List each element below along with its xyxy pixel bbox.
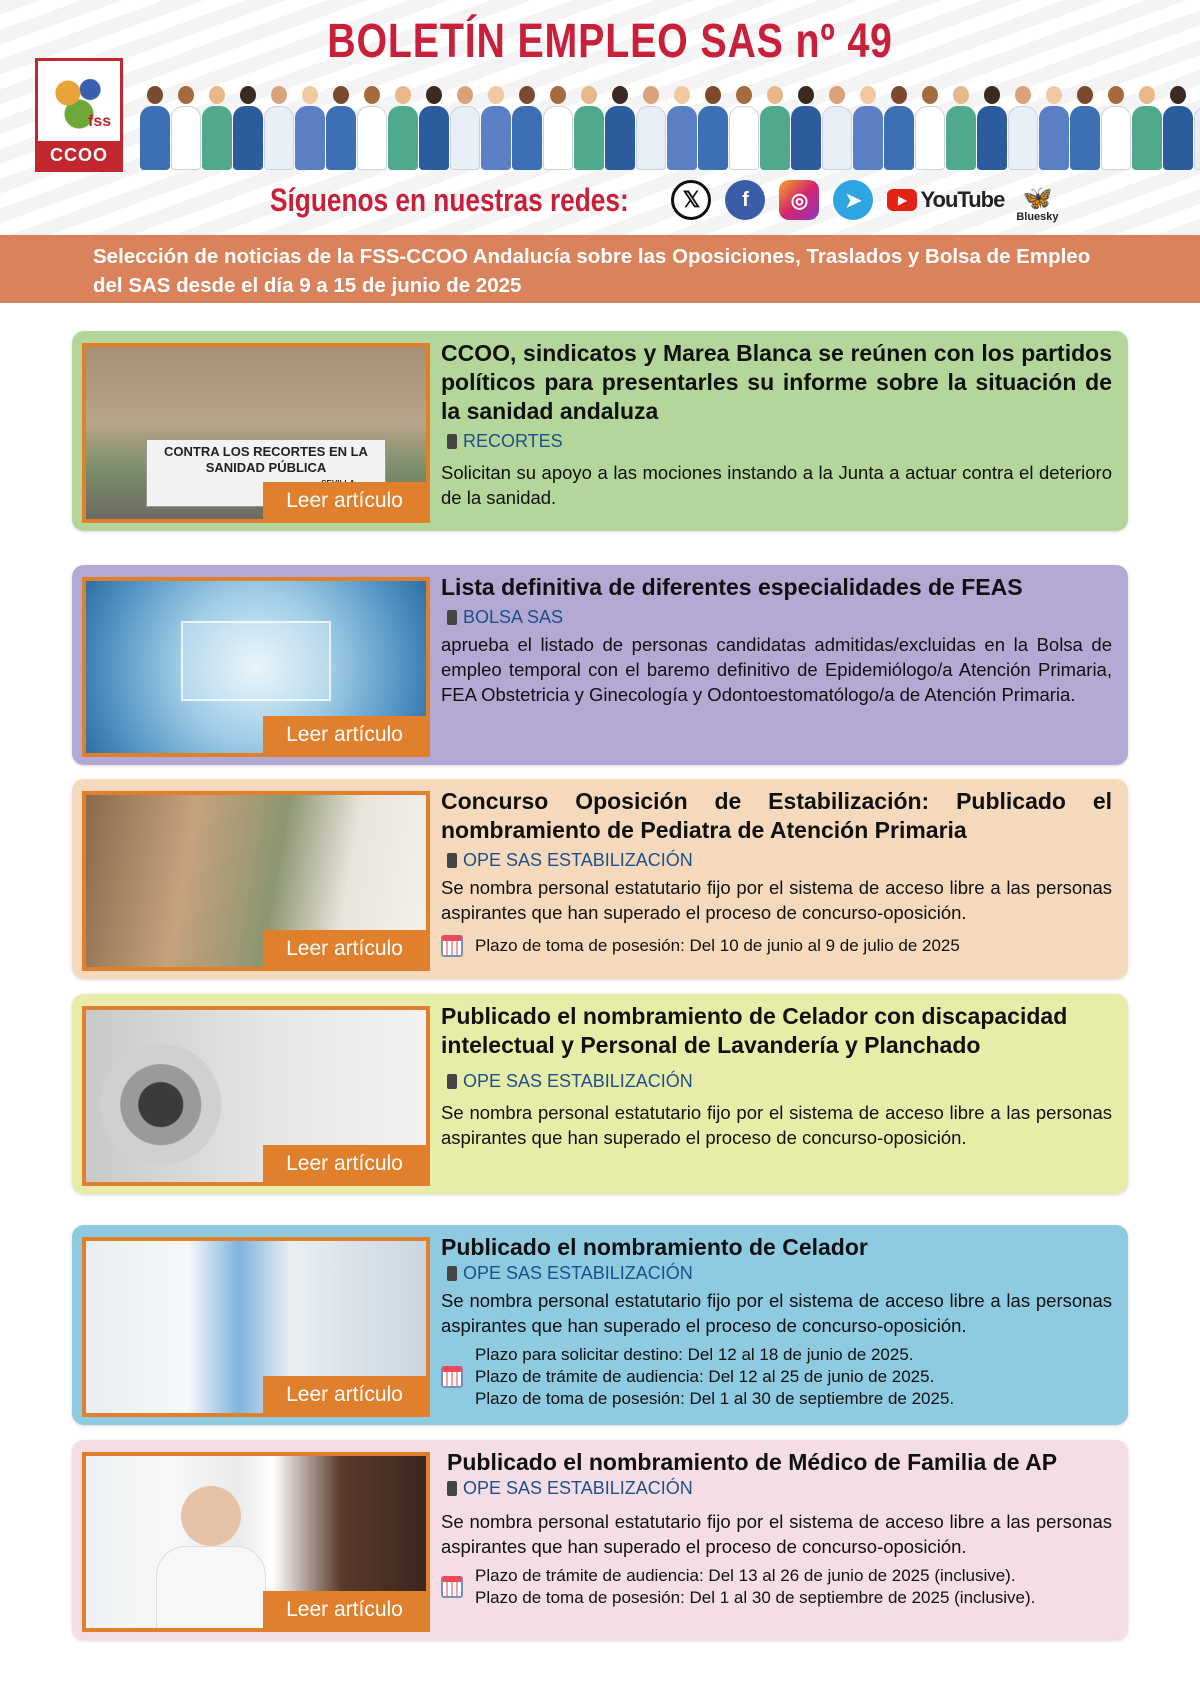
health-worker-figure: [667, 86, 695, 174]
intro-line-2: del SAS desde el día 9 a 15 de junio de 2025: [93, 274, 522, 297]
figure-body: [233, 106, 263, 170]
bulletin-title: BOLETÍN EMPLEO SAS nº 49: [327, 15, 893, 68]
figure-body: [481, 106, 511, 170]
health-worker-figure: [574, 86, 602, 174]
figure-body: [760, 106, 790, 170]
health-worker-figure: [791, 86, 819, 174]
health-worker-figure: [977, 86, 1005, 174]
health-worker-figure: [1008, 86, 1036, 174]
article-content-5: [441, 1233, 1112, 1410]
tablet-graphic: [181, 621, 331, 701]
article-title[interactable]: Concurso Oposición de Estabilización: Publicado el nombramiento de Pediatra de Atención Primaria: [441, 788, 1112, 843]
article-description: Se nombra personal estatutario fijo por el sistema de acceso libre a las personas aspirantes que han superado el proceso de concurso-oposición.: [441, 1102, 1112, 1148]
read-article-button[interactable]: Leer artículo: [263, 1591, 426, 1628]
figure-head: [643, 86, 659, 104]
article-photo-2: [82, 577, 430, 757]
figure-body: [791, 106, 821, 170]
figure-head: [426, 86, 442, 104]
health-worker-figure: [1101, 86, 1129, 174]
article-dates: [441, 1344, 1112, 1410]
health-worker-figure: [481, 86, 509, 174]
article-tag: [441, 1477, 1112, 1499]
tag-label[interactable]: OPE SAS ESTABILIZACIÓN: [463, 1478, 693, 1498]
article-title[interactable]: Publicado el nombramiento de Celador con discapacidad intelectual y Personal de Lavandería y Planchado: [441, 1003, 1068, 1058]
figure-body: [326, 106, 356, 170]
article-tag: [441, 1262, 1112, 1284]
logo-fss-text: fss: [88, 113, 112, 130]
figure-head: [581, 86, 597, 104]
date-line: Plazo de toma de posesión: Del 10 de junio al 9 de julio de 2025: [475, 936, 960, 955]
doctor-figure: [181, 1486, 241, 1546]
article-title[interactable]: Publicado el nombramiento de Médico de Familia de AP: [447, 1449, 1058, 1475]
social-bar: [270, 176, 1059, 224]
health-worker-figure: [605, 86, 633, 174]
figure-body: [667, 106, 697, 170]
read-article-button[interactable]: Leer artículo: [263, 930, 426, 967]
figure-head: [271, 86, 287, 104]
figure-head: [1139, 86, 1155, 104]
article-card-1: [72, 331, 1128, 531]
tag-label[interactable]: OPE SAS ESTABILIZACIÓN: [463, 850, 693, 870]
figure-body: [1070, 106, 1100, 170]
figure-head: [488, 86, 504, 104]
article-content-6: [441, 1448, 1112, 1609]
article-content-4: [441, 1002, 1112, 1150]
health-worker-figure: [512, 86, 540, 174]
figure-body: [357, 106, 387, 170]
figure-body: [1194, 106, 1200, 170]
health-worker-figure: [233, 86, 261, 174]
figure-body: [1008, 106, 1038, 170]
tag-label[interactable]: BOLSA SAS: [463, 607, 564, 627]
article-content-3: [441, 787, 1112, 957]
bluesky-link[interactable]: [1016, 187, 1058, 223]
article-title[interactable]: CCOO, sindicatos y Marea Blanca se reúnen con los partidos políticos para presentarles su informe sobre la situación de la sanidad andaluza: [441, 340, 1112, 424]
calendar-icon: [441, 1366, 463, 1388]
health-worker-figure: [822, 86, 850, 174]
article-title[interactable]: Publicado el nombramiento de Celador: [441, 1234, 868, 1260]
figure-body: [388, 106, 418, 170]
article-card-3: [72, 779, 1128, 979]
intro-line-1: Selección de noticias de la FSS-CCOO Andalucía sobre las Oposiciones, Traslados y Bolsa de Empleo: [93, 245, 1091, 268]
header: [0, 0, 1200, 235]
article-card-6: [72, 1440, 1128, 1640]
health-worker-figure: [915, 86, 943, 174]
figure-head: [240, 86, 256, 104]
social-label: Síguenos en nuestras redes:: [270, 181, 629, 218]
article-tag: [441, 430, 1112, 452]
article-description: Solicitan su apoyo a las mociones instando a la Junta a actuar contra el deterioro de la sanidad.: [441, 462, 1112, 508]
health-worker-figure: [729, 86, 757, 174]
figure-head: [147, 86, 163, 104]
article-description: aprueba el listado de personas candidatas admitidas/excluidas en la Bolsa de empleo temporal con el baremo definitivo de Epidemiólogo/a Atención Primaria, FEA Obstetricia y Ginecología y Odontoestomatólogo/a de Atención Primaria.: [441, 634, 1112, 705]
health-worker-figure: [419, 86, 447, 174]
clipboard-icon: [447, 434, 457, 449]
figure-body: [543, 106, 573, 170]
figure-body: [264, 106, 294, 170]
figure-head: [333, 86, 349, 104]
clipboard-icon: [447, 610, 457, 625]
figure-body: [1039, 106, 1069, 170]
article-photo-4: [82, 1006, 430, 1186]
health-worker-figure: [636, 86, 664, 174]
date-line: Plazo para solicitar destino: Del 12 al 18 de junio de 2025.: [475, 1345, 914, 1364]
figure-head: [457, 86, 473, 104]
health-worker-figure: [388, 86, 416, 174]
calendar-icon: [441, 935, 463, 957]
figure-body: [574, 106, 604, 170]
health-worker-figure: [853, 86, 881, 174]
health-worker-figure: [295, 86, 323, 174]
health-worker-figure: [1132, 86, 1160, 174]
figure-head: [829, 86, 845, 104]
article-tag: [441, 606, 1112, 628]
youtube-label: YouTube: [920, 187, 1005, 212]
figure-head: [1015, 86, 1031, 104]
figure-body: [1132, 106, 1162, 170]
figure-body: [512, 106, 542, 170]
figure-head: [953, 86, 969, 104]
banner-line-1: CONTRA LOS RECORTES EN LA: [164, 444, 368, 459]
facebook-icon[interactable]: f: [725, 180, 765, 220]
figure-body: [450, 106, 480, 170]
figure-head: [767, 86, 783, 104]
youtube-link[interactable]: [887, 187, 1004, 213]
figure-head: [550, 86, 566, 104]
clipboard-icon: [447, 853, 457, 868]
date-line: Plazo de trámite de audiencia: Del 12 al 25 de junio de 2025.: [475, 1367, 935, 1386]
figure-body: [171, 106, 201, 170]
figure-body: [419, 106, 449, 170]
health-worker-figure: [760, 86, 788, 174]
article-photo-1: [82, 343, 430, 523]
figure-body: [1163, 106, 1193, 170]
date-line: Plazo de toma de posesión: Del 1 al 30 de septiembre de 2025 (inclusive).: [475, 1588, 1036, 1607]
article-description: Se nombra personal estatutario fijo por el sistema de acceso libre a las personas aspirantes que han superado el proceso de concurso-oposición.: [441, 877, 1112, 923]
figure-head: [860, 86, 876, 104]
figure-head: [674, 86, 690, 104]
article-tag: [441, 849, 1112, 871]
article-description: Se nombra personal estatutario fijo por el sistema de acceso libre a las personas aspirantes que han superado el proceso de concurso-oposición.: [441, 1511, 1112, 1557]
article-tag: [441, 1070, 1112, 1092]
health-worker-figure: [326, 86, 354, 174]
health-worker-figure: [202, 86, 230, 174]
date-line: Plazo de trámite de audiencia: Del 13 al 26 de junio de 2025 (inclusive).: [475, 1566, 1016, 1585]
figure-head: [178, 86, 194, 104]
article-description: Se nombra personal estatutario fijo por el sistema de acceso libre a las personas aspirantes que han superado el proceso de concurso-oposición.: [441, 1290, 1112, 1336]
figure-body: [605, 106, 635, 170]
figure-head: [1077, 86, 1093, 104]
figure-body: [884, 106, 914, 170]
health-worker-figure: [264, 86, 292, 174]
health-worker-figure: [698, 86, 726, 174]
doctor-coat: [156, 1546, 266, 1632]
clipboard-icon: [447, 1266, 457, 1281]
article-dates: [441, 1565, 1112, 1609]
health-worker-figure: [884, 86, 912, 174]
figure-head: [891, 86, 907, 104]
figure-body: [729, 106, 759, 170]
figure-head: [302, 86, 318, 104]
instagram-icon[interactable]: ◎: [779, 180, 819, 220]
figure-body: [822, 106, 852, 170]
tag-label[interactable]: OPE SAS ESTABILIZACIÓN: [463, 1071, 693, 1091]
health-worker-figure: [946, 86, 974, 174]
health-worker-figure: [1070, 86, 1098, 174]
bluesky-label: Bluesky: [1016, 211, 1059, 223]
clipboard-icon: [447, 1074, 457, 1089]
figure-head: [705, 86, 721, 104]
figure-head: [798, 86, 814, 104]
banner-line-2: SANIDAD PÚBLICA: [205, 460, 327, 475]
x-icon[interactable]: 𝕏: [671, 180, 711, 220]
article-photo-3: [82, 791, 430, 971]
figure-body: [1101, 106, 1131, 170]
article-card-4: [72, 994, 1128, 1194]
health-worker-figure: [543, 86, 571, 174]
figure-body: [698, 106, 728, 170]
tag-label[interactable]: OPE SAS ESTABILIZACIÓN: [463, 1263, 693, 1283]
health-workers-illustration: [140, 82, 1200, 174]
date-line: Plazo de toma de posesión: Del 1 al 30 de septiembre de 2025.: [475, 1389, 955, 1408]
health-worker-figure: [171, 86, 199, 174]
read-article-button[interactable]: Leer artículo: [263, 716, 426, 753]
logo-ccoo-text: CCOO: [38, 141, 120, 169]
bluesky-icon: 🦋: [1022, 185, 1053, 212]
figure-body: [915, 106, 945, 170]
figure-body: [853, 106, 883, 170]
clipboard-icon: [447, 1481, 457, 1496]
article-title[interactable]: Lista definitiva de diferentes especialidades de FEAS: [441, 574, 1023, 600]
figure-body: [946, 106, 976, 170]
article-card-5: [72, 1225, 1128, 1425]
figure-head: [209, 86, 225, 104]
figure-body: [295, 106, 325, 170]
figure-head: [984, 86, 1000, 104]
read-article-button[interactable]: Leer artículo: [263, 482, 426, 519]
article-content-2: [441, 573, 1112, 707]
calendar-icon: [441, 1576, 463, 1598]
tag-label[interactable]: RECORTES: [463, 431, 563, 451]
article-card-2: [72, 565, 1128, 765]
figure-body: [977, 106, 1007, 170]
health-worker-figure: [357, 86, 385, 174]
read-article-button[interactable]: Leer artículo: [263, 1145, 426, 1182]
fss-ccoo-logo[interactable]: [35, 58, 123, 172]
article-photo-6: [82, 1452, 430, 1632]
figure-head: [736, 86, 752, 104]
telegram-icon[interactable]: ➤: [833, 180, 873, 220]
figure-head: [612, 86, 628, 104]
figure-head: [922, 86, 938, 104]
article-dates: [441, 935, 1112, 957]
health-worker-figure: [1194, 86, 1200, 174]
health-worker-figure: [450, 86, 478, 174]
figure-head: [1046, 86, 1062, 104]
health-worker-figure: [1039, 86, 1067, 174]
figure-head: [364, 86, 380, 104]
youtube-icon: ▶: [887, 189, 917, 211]
health-worker-figure: [1163, 86, 1191, 174]
read-article-button[interactable]: Leer artículo: [263, 1376, 426, 1413]
figure-head: [1170, 86, 1186, 104]
figure-head: [395, 86, 411, 104]
intro-band: [0, 235, 1200, 303]
health-worker-figure: [140, 86, 168, 174]
figure-head: [1108, 86, 1124, 104]
article-content-1: [441, 339, 1112, 510]
article-photo-5: [82, 1237, 430, 1417]
figure-head: [519, 86, 535, 104]
figure-body: [202, 106, 232, 170]
figure-body: [636, 106, 666, 170]
figure-body: [140, 106, 170, 170]
